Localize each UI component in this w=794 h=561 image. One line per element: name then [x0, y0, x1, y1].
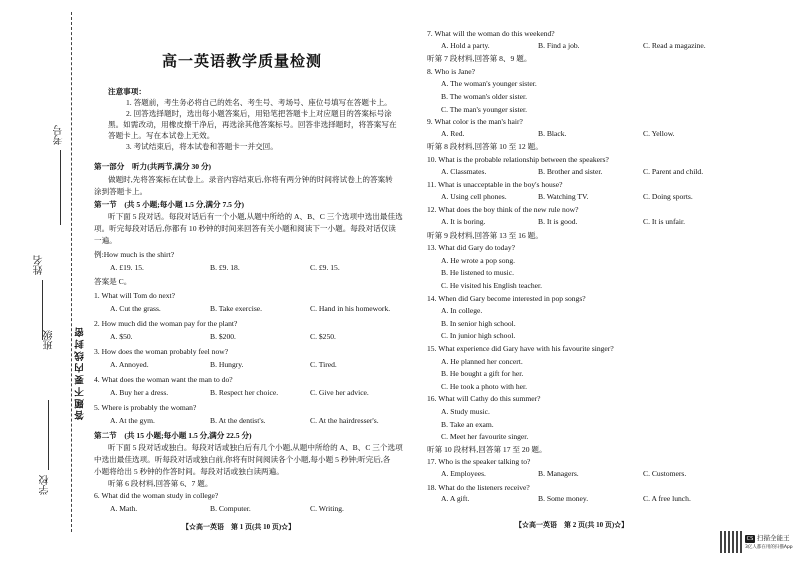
option: C. It is unfair.: [643, 217, 685, 226]
option: A. A gift.: [441, 494, 470, 504]
option: B. Black.: [538, 128, 567, 138]
notice-line: 3. 考试结束后，将本试卷和答题卡一并交回。: [126, 142, 278, 151]
notice-line: 黑。如需改动，用橡皮擦干净后，再选涂其他答案标号。回答非选择题时，将答案写在: [108, 120, 397, 129]
option: C. He took a photo with her.: [441, 381, 528, 391]
section1-desc: 听下面 5 段对话。每段对话后有一个小题,从题中所给的 A、B、C 三个选项中选出最佳选: [108, 212, 403, 221]
option: B. Hungry.: [210, 360, 244, 369]
option: C. Customers.: [643, 469, 687, 478]
section2-desc: 中选出最佳选项。听每段对话或独白前,你将有时间阅读各个小题,每小题 5 秒钟;听完后,各: [94, 455, 391, 464]
question: 7. What will the woman do this weekend?: [427, 29, 555, 38]
kaohao-field: [60, 150, 61, 225]
scanner-logo-icon: CS: [746, 536, 754, 542]
question: 11. What is unacceptable in the boy's house?: [427, 180, 563, 190]
option: B. Watching TV.: [538, 191, 589, 201]
section2-desc: 小题将给出 5 秒钟的作答时间。每段对话或独白读两遍。: [94, 467, 284, 476]
option: C. Tired.: [310, 360, 337, 369]
page-footer: 【☆高一英语 第 1 页(共 10 页)☆】: [182, 523, 296, 531]
option: B. He listened to music.: [441, 268, 514, 278]
option: C. Hand in his homework.: [310, 304, 391, 313]
question: 5. Where is probably the woman?: [94, 403, 197, 412]
question: 2. How much did the woman pay for the plant?: [94, 319, 238, 328]
notice-line: 答题卡上。写在本试卷上无效。: [108, 131, 215, 140]
option: B. Take exercise.: [210, 304, 263, 313]
page-footer: 【☆高一英语 第 2 页(共 10 页)☆】: [515, 521, 629, 529]
option: A. At the gym.: [110, 416, 155, 425]
material-intro: 听第 6 段材料,回答第 6、7 题。: [108, 479, 213, 488]
option: C. Writing.: [310, 504, 344, 513]
question: 1. What will Tom do next?: [94, 291, 176, 300]
option: A. Math.: [110, 504, 138, 513]
scanner-sub: 3亿人都在用的扫描App: [745, 545, 793, 550]
option: B. £9. 18.: [210, 263, 240, 272]
option: B. Find a job.: [538, 40, 580, 50]
option: A. He planned her concert.: [441, 356, 523, 366]
option: A. £19. 15.: [110, 263, 144, 272]
option: C. At the hairdresser's.: [310, 416, 379, 425]
banji-label: 班级: [44, 330, 55, 350]
option: C. Parent and child.: [643, 166, 704, 176]
question: 12. What does the boy think of the new rule now?: [427, 205, 579, 215]
option: C. He visited his English teacher.: [441, 281, 543, 290]
option: A. The woman's younger sister.: [441, 79, 537, 89]
option: C. £9. 15.: [310, 263, 340, 272]
option: B. Some money.: [538, 494, 589, 504]
seal-text: 答 题 不 要 内 线 封 密: [76, 327, 86, 420]
question: 6. What did the woman study in college?: [94, 491, 219, 500]
option: A. In college.: [441, 306, 483, 316]
option: C. Give her advice.: [310, 388, 369, 397]
option: A. Red.: [441, 128, 465, 138]
question: 18. What do the listeners receive?: [427, 482, 530, 492]
section1-desc: 项。听完每段对话后,你都有 10 秒钟的时间来回答有关小题和阅读下一小题。每段对话仅读: [94, 224, 396, 233]
qr-code-icon: [720, 531, 742, 553]
option: B. Computer.: [210, 504, 251, 513]
option: C. The man's younger sister.: [441, 104, 528, 114]
question: 3. How does the woman probably feel now?: [94, 347, 229, 356]
option: B. At the dentist's.: [210, 416, 266, 425]
option: A. Hold a party.: [441, 40, 490, 50]
option: C. In junior high school.: [441, 331, 516, 341]
notice-heading: 注意事项：: [108, 87, 146, 96]
scanner-name: 扫描全能王: [757, 534, 790, 542]
part1-desc: 涂到答题卡上。: [94, 187, 148, 196]
option: C. Yellow.: [643, 128, 675, 138]
page-title: 高一英语教学质量检测: [162, 52, 323, 70]
binding-margin: [0, 0, 92, 561]
xuexiao-field: [48, 400, 49, 470]
option: A. $50.: [110, 332, 133, 341]
option: A. Buy her a dress.: [110, 388, 169, 397]
option: C. Read a magazine.: [643, 40, 706, 50]
question: 13. What did Gary do today?: [427, 243, 516, 253]
option: B. Take an exam.: [441, 419, 494, 429]
example-answer: 答案是 C。: [94, 277, 132, 286]
question: 4. What does the woman want the man to do?: [94, 375, 233, 384]
option: A. Study music.: [441, 407, 490, 416]
section2-desc: 听下面 5 段对话或独白。每段对话或独白后有几个小题,从题中所给的 A、B、C 三个选项: [108, 443, 403, 452]
option: C. Doing sports.: [643, 191, 693, 201]
option: B. $200.: [210, 332, 236, 341]
option: A. Classmates.: [441, 166, 487, 176]
right-page: [425, 0, 715, 561]
material-intro: 听第 9 段材料,回答第 13 至 16 题。: [427, 230, 543, 240]
xingming-label: 姓名: [34, 255, 45, 275]
section1-desc: 一遍。: [94, 236, 117, 245]
option: B. It is good.: [538, 217, 578, 226]
option: B. Brother and sister.: [538, 166, 603, 176]
left-page: [92, 0, 410, 561]
notice-line: 2. 回答选择题时，选出每小题答案后，用铅笔把答题卡上对应题目的答案标号涂: [126, 109, 392, 118]
scanner-watermark: [745, 533, 793, 550]
option: B. In senior high school.: [441, 318, 516, 328]
notice-line: 1. 答题前，考生务必将自己的姓名、考生号、考场号、座位号填写在答题卡上。: [126, 98, 392, 107]
section2-heading: 第二节 (共 15 小题;每小题 1.5 分,满分 22.5 分): [94, 431, 252, 440]
binding-dashed-line: [71, 12, 72, 532]
example-question: 例:How much is the shirt?: [94, 250, 175, 259]
material-intro: 听第 8 段材料,回答第 10 至 12 题。: [427, 142, 543, 152]
material-intro: 听第 7 段材料,回答第 8、9 题。: [427, 54, 532, 64]
option: B. Respect her choice.: [210, 388, 279, 397]
part1-desc: 做题时,先将答案标在试卷上。录音内容结束后,你将有两分钟的时间将试卷上的答案转: [108, 175, 393, 184]
option: C. $250.: [310, 332, 336, 341]
option: A. He wrote a pop song.: [441, 255, 516, 265]
section1-heading: 第一节 (共 5 小题;每小题 1.5 分,满分 7.5 分): [94, 200, 244, 209]
question: 8. Who is Jane?: [427, 66, 475, 76]
option: A. Using cell phones.: [441, 191, 507, 201]
question: 10. What is the probable relationship between the speakers?: [427, 155, 609, 164]
question: 17. Who is the speaker talking to?: [427, 457, 531, 467]
option: A. Annoyed.: [110, 360, 149, 369]
option: A. It is boring.: [441, 217, 486, 226]
part1-heading: 第一部分 听力(共两节,满分 30 分): [94, 162, 212, 171]
option: B. The woman's older sister.: [441, 92, 528, 101]
kaohao-label: 考号: [54, 125, 65, 145]
question: 14. When did Gary become interested in pop songs?: [427, 293, 586, 303]
material-intro: 听第 10 段材料,回答第 17 至 20 题。: [427, 444, 547, 454]
option: B. Managers.: [538, 469, 579, 478]
xuexiao-label: 学校: [40, 475, 51, 495]
option: A. Employees.: [441, 469, 486, 478]
option: A. Cut the grass.: [110, 304, 161, 313]
option: C. Meet her favourite singer.: [441, 432, 529, 442]
question: 16. What will Cathy do this summer?: [427, 394, 541, 404]
option: C. A free lunch.: [643, 494, 691, 504]
option: B. He bought a gift for her.: [441, 369, 524, 379]
question: 9. What color is the man's hair?: [427, 117, 523, 127]
question: 15. What experience did Gary have with his favourite singer?: [427, 344, 614, 353]
